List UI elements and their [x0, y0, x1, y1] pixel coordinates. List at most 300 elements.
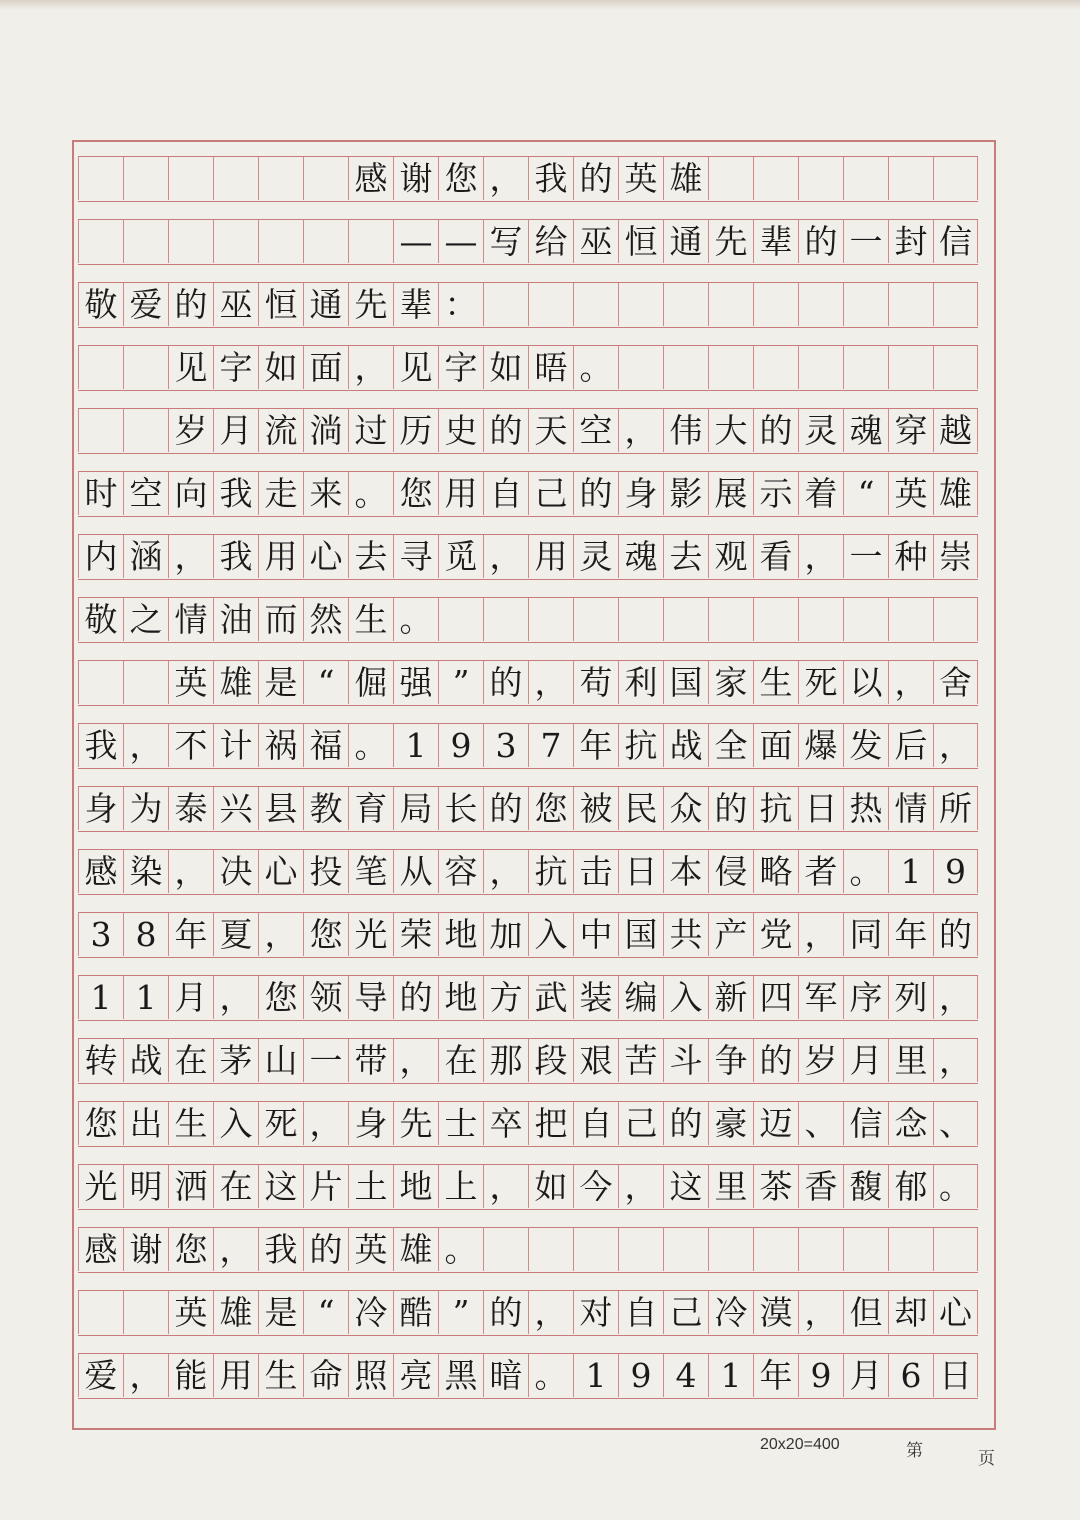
grid-cell [303, 220, 348, 263]
grid-cell: 里 [708, 1165, 753, 1208]
grid-cell: 展 [708, 472, 753, 515]
grid-cell: 冷 [348, 1291, 393, 1334]
grid-cell: 强 [393, 661, 438, 704]
grid-cell: 魂 [618, 535, 663, 578]
grid-cell: ， [168, 850, 213, 893]
grid-cell: ， [348, 346, 393, 389]
grid-cell [753, 283, 798, 326]
grid-cell: 、 [933, 1102, 978, 1145]
grid-cell: 您 [258, 976, 303, 1019]
grid-cell: ， [483, 157, 528, 200]
grid-cell [78, 157, 123, 200]
grid-cell: 育 [348, 787, 393, 830]
grid-cell: 如 [483, 346, 528, 389]
grid-cell: 抗 [618, 724, 663, 767]
grid-cell [123, 220, 168, 263]
grid-cell: 向 [168, 472, 213, 515]
grid-cell [123, 346, 168, 389]
grid-cell: 艰 [573, 1039, 618, 1082]
grid-cell: 入 [528, 913, 573, 956]
grid-cell: 入 [213, 1102, 258, 1145]
grid-cell: 3 [483, 724, 528, 767]
grid-cell: 身 [618, 472, 663, 515]
grid-cell: 同 [843, 913, 888, 956]
grid-cell: 的 [753, 409, 798, 452]
grid-cell: 这 [663, 1165, 708, 1208]
grid-cell: 的 [798, 220, 843, 263]
grid-cell: 爱 [78, 1354, 123, 1397]
grid-cell: 装 [573, 976, 618, 1019]
grid-cell [798, 598, 843, 641]
grid-cell: 信 [843, 1102, 888, 1145]
manuscript-row [78, 345, 978, 391]
grid-cell [528, 1228, 573, 1271]
grid-cell: 死 [798, 661, 843, 704]
grid-cell: 洒 [168, 1165, 213, 1208]
grid-cell: 的 [573, 472, 618, 515]
grid-cell [258, 220, 303, 263]
grid-cell: 岁 [168, 409, 213, 452]
grid-cell: 泰 [168, 787, 213, 830]
grid-cell: 四 [753, 976, 798, 1019]
grid-cell: 1 [123, 976, 168, 1019]
grid-cell: 年 [168, 913, 213, 956]
grid-cell: 容 [438, 850, 483, 893]
grid-cell: — [393, 220, 438, 263]
manuscript-row [78, 660, 978, 706]
grid-cell: 全 [708, 724, 753, 767]
grid-cell: 情 [168, 598, 213, 641]
grid-cell: 油 [213, 598, 258, 641]
grid-cell: 序 [843, 976, 888, 1019]
grid-cell: 我 [213, 472, 258, 515]
grid-cell: “ [843, 472, 888, 515]
grid-cell: 在 [213, 1165, 258, 1208]
grid-cell: 淌 [303, 409, 348, 452]
grid-cell: 年 [888, 913, 933, 956]
grid-cell: 然 [303, 598, 348, 641]
grid-cell: 、 [798, 1102, 843, 1145]
grid-cell [528, 283, 573, 326]
grid-cell: 巫 [573, 220, 618, 263]
grid-cell [618, 1228, 663, 1271]
grid-cell: 过 [348, 409, 393, 452]
grid-cell: 穿 [888, 409, 933, 452]
manuscript-row [78, 471, 978, 517]
grid-cell: 我 [213, 535, 258, 578]
grid-cell [798, 1228, 843, 1271]
grid-cell [303, 157, 348, 200]
grid-cell [933, 1228, 978, 1271]
grid-cell: 9 [618, 1354, 663, 1397]
manuscript-row [78, 156, 978, 202]
grid-cell [798, 346, 843, 389]
grid-cell: 国 [663, 661, 708, 704]
grid-cell: 战 [663, 724, 708, 767]
grid-cell [348, 220, 393, 263]
grid-cell: 茅 [213, 1039, 258, 1082]
grid-cell [708, 346, 753, 389]
grid-cell: ， [528, 1291, 573, 1334]
grid-cell: 加 [483, 913, 528, 956]
grid-cell [708, 157, 753, 200]
grid-cell [78, 346, 123, 389]
grid-cell: ， [303, 1102, 348, 1145]
grid-cell: 的 [303, 1228, 348, 1271]
grid-cell: 但 [843, 1291, 888, 1334]
grid-cell: 这 [258, 1165, 303, 1208]
grid-cell: 如 [528, 1165, 573, 1208]
manuscript-row [78, 1227, 978, 1273]
grid-cell: 英 [168, 661, 213, 704]
grid-cell: 击 [573, 850, 618, 893]
grid-cell: 灵 [573, 535, 618, 578]
manuscript-row [78, 219, 978, 265]
grid-cell: 。 [438, 1228, 483, 1271]
grid-cell: ， [393, 1039, 438, 1082]
page-number-suffix: 页 [978, 1449, 995, 1469]
grid-cell [213, 157, 258, 200]
grid-cell: 心 [303, 535, 348, 578]
grid-cell: 9 [798, 1354, 843, 1397]
grid-cell: 种 [888, 535, 933, 578]
grid-cell: 不 [168, 724, 213, 767]
grid-cell: 用 [213, 1354, 258, 1397]
grid-cell: 面 [303, 346, 348, 389]
grid-cell: 带 [348, 1039, 393, 1082]
grid-cell: 方 [483, 976, 528, 1019]
paper-top-edge [0, 0, 1080, 10]
grid-cell: 涵 [123, 535, 168, 578]
grid-cell: 您 [78, 1102, 123, 1145]
grid-cell: ， [528, 661, 573, 704]
grid-cell: 被 [573, 787, 618, 830]
grid-cell: 。 [573, 346, 618, 389]
grid-cell [258, 157, 303, 200]
grid-cell: 光 [348, 913, 393, 956]
grid-cell: 寻 [393, 535, 438, 578]
grid-cell [798, 157, 843, 200]
grid-cell [843, 598, 888, 641]
grid-cell: 6 [888, 1354, 933, 1397]
grid-cell: 本 [663, 850, 708, 893]
grid-cell: 茶 [753, 1165, 798, 1208]
grid-cell: 。 [933, 1165, 978, 1208]
grid-cell [708, 283, 753, 326]
grid-cell: 舍 [933, 661, 978, 704]
grid-cell: 见 [168, 346, 213, 389]
grid-cell: 苟 [573, 661, 618, 704]
grid-cell [78, 1291, 123, 1334]
grid-cell: 巫 [213, 283, 258, 326]
grid-cell: 祸 [258, 724, 303, 767]
grid-cell: 出 [123, 1102, 168, 1145]
grid-cell: 而 [258, 598, 303, 641]
grid-cell: 雄 [213, 661, 258, 704]
page-number-prefix: 第 [906, 1441, 923, 1461]
grid-cell: ， [618, 409, 663, 452]
grid-cell: 的 [753, 1039, 798, 1082]
grid-cell [753, 157, 798, 200]
grid-cell: 月 [843, 1354, 888, 1397]
grid-cell: 段 [528, 1039, 573, 1082]
grid-cell: 所 [933, 787, 978, 830]
grid-cell: 计 [213, 724, 258, 767]
grid-cell: 用 [528, 535, 573, 578]
grid-cell: ， [798, 913, 843, 956]
grid-cell: 心 [933, 1291, 978, 1334]
grid-cell: 雄 [933, 472, 978, 515]
grid-cell: 一 [843, 220, 888, 263]
grid-cell: 观 [708, 535, 753, 578]
grid-cell: 的 [483, 1291, 528, 1334]
grid-cell: 从 [393, 850, 438, 893]
grid-cell [843, 346, 888, 389]
grid-cell [213, 220, 258, 263]
grid-cell: 如 [258, 346, 303, 389]
grid-cell: 8 [123, 913, 168, 956]
grid-cell: 抗 [528, 850, 573, 893]
grid-cell: 略 [753, 850, 798, 893]
grid-cell: 军 [798, 976, 843, 1019]
grid-cell: 列 [888, 976, 933, 1019]
grid-cell: 通 [303, 283, 348, 326]
grid-cell: 您 [168, 1228, 213, 1271]
grid-cell: 亮 [393, 1354, 438, 1397]
grid-cell: 能 [168, 1354, 213, 1397]
grid-cell: 夏 [213, 913, 258, 956]
grid-cell: 晤 [528, 346, 573, 389]
grid-cell: 字 [438, 346, 483, 389]
grid-cell [573, 598, 618, 641]
grid-cell [663, 283, 708, 326]
grid-cell: 谢 [393, 157, 438, 200]
manuscript-row [78, 975, 978, 1021]
grid-cell: 的 [393, 976, 438, 1019]
grid-cell: 己 [618, 1102, 663, 1145]
grid-cell: 为 [123, 787, 168, 830]
grid-cell: ， [213, 976, 258, 1019]
grid-cell: 1 [573, 1354, 618, 1397]
grid-cell: 冷 [708, 1291, 753, 1334]
grid-cell: 雄 [663, 157, 708, 200]
grid-cell: 局 [393, 787, 438, 830]
grid-cell: 着 [798, 472, 843, 515]
manuscript-row [78, 597, 978, 643]
grid-cell: 英 [618, 157, 663, 200]
grid-cell: 斗 [663, 1039, 708, 1082]
grid-cell [933, 283, 978, 326]
grid-cell: 英 [888, 472, 933, 515]
grid-cell [618, 283, 663, 326]
grid-cell: 伟 [663, 409, 708, 452]
grid-cell: 投 [303, 850, 348, 893]
grid-cell: 对 [573, 1291, 618, 1334]
grid-cell: 爆 [798, 724, 843, 767]
grid-cell: 月 [843, 1039, 888, 1082]
grid-cell [123, 157, 168, 200]
grid-cell: ， [213, 1228, 258, 1271]
grid-cell: 内 [78, 535, 123, 578]
grid-cell: 影 [663, 472, 708, 515]
grid-cell: 雄 [393, 1228, 438, 1271]
grid-cell: 9 [933, 850, 978, 893]
grid-cell: 地 [438, 913, 483, 956]
grid-cell: 的 [933, 913, 978, 956]
grid-cell: 年 [753, 1354, 798, 1397]
grid-cell: 后 [888, 724, 933, 767]
grid-cell: 命 [303, 1354, 348, 1397]
grid-cell: 身 [348, 1102, 393, 1145]
grid-cell: 面 [753, 724, 798, 767]
grid-count-label: 20x20=400 [760, 1436, 840, 1453]
grid-cell [618, 346, 663, 389]
grid-cell: 是 [258, 1291, 303, 1334]
grid-cell: 是 [258, 661, 303, 704]
grid-cell: 热 [843, 787, 888, 830]
grid-cell: 心 [258, 850, 303, 893]
grid-cell: ， [798, 535, 843, 578]
grid-cell: 地 [393, 1165, 438, 1208]
grid-cell: ， [123, 1354, 168, 1397]
grid-cell [78, 220, 123, 263]
grid-cell [933, 157, 978, 200]
grid-cell: 一 [843, 535, 888, 578]
grid-cell: 漠 [753, 1291, 798, 1334]
manuscript-row [78, 786, 978, 832]
grid-cell: 把 [528, 1102, 573, 1145]
grid-cell: 的 [573, 157, 618, 200]
grid-cell: 山 [258, 1039, 303, 1082]
grid-cell: ， [618, 1165, 663, 1208]
grid-cell: 灵 [798, 409, 843, 452]
grid-cell: 空 [573, 409, 618, 452]
grid-cell: 发 [843, 724, 888, 767]
grid-cell: 黑 [438, 1354, 483, 1397]
grid-cell: 在 [438, 1039, 483, 1082]
grid-cell: 苦 [618, 1039, 663, 1082]
grid-cell: 月 [213, 409, 258, 452]
grid-cell: 导 [348, 976, 393, 1019]
grid-cell: 产 [708, 913, 753, 956]
grid-cell: 国 [618, 913, 663, 956]
grid-cell: 日 [933, 1354, 978, 1397]
grid-cell: 先 [393, 1102, 438, 1145]
grid-cell: 。 [348, 472, 393, 515]
grid-cell: 片 [303, 1165, 348, 1208]
grid-cell: 入 [663, 976, 708, 1019]
grid-cell: 酷 [393, 1291, 438, 1334]
grid-cell: 郁 [888, 1165, 933, 1208]
grid-cell: 来 [303, 472, 348, 515]
grid-cell: 一 [303, 1039, 348, 1082]
grid-cell: 的 [483, 787, 528, 830]
manuscript-row [78, 282, 978, 328]
grid-cell: 去 [348, 535, 393, 578]
grid-cell: 写 [483, 220, 528, 263]
grid-cell: 看 [753, 535, 798, 578]
grid-cell: 利 [618, 661, 663, 704]
grid-cell: 的 [663, 1102, 708, 1145]
grid-cell: 党 [753, 913, 798, 956]
grid-cell: 战 [123, 1039, 168, 1082]
grid-cell: 染 [123, 850, 168, 893]
grid-cell: 上 [438, 1165, 483, 1208]
grid-cell [933, 346, 978, 389]
grid-cell: “ [303, 1291, 348, 1334]
manuscript-row [78, 912, 978, 958]
grid-cell: 决 [213, 850, 258, 893]
grid-cell: 先 [708, 220, 753, 263]
grid-cell: 先 [348, 283, 393, 326]
grid-cell: 爱 [123, 283, 168, 326]
grid-cell: 您 [438, 157, 483, 200]
grid-cell: 香 [798, 1165, 843, 1208]
grid-cell: ， [258, 913, 303, 956]
grid-cell [168, 220, 213, 263]
grid-cell: 新 [708, 976, 753, 1019]
grid-cell: 年 [573, 724, 618, 767]
grid-cell: ， [123, 724, 168, 767]
grid-cell [483, 598, 528, 641]
grid-cell [888, 598, 933, 641]
grid-cell: 生 [753, 661, 798, 704]
grid-cell [888, 346, 933, 389]
grid-cell: 地 [438, 976, 483, 1019]
grid-cell: 福 [303, 724, 348, 767]
grid-cell: 封 [888, 220, 933, 263]
grid-cell: 流 [258, 409, 303, 452]
grid-cell: 己 [528, 472, 573, 515]
grid-cell [843, 157, 888, 200]
grid-cell: 转 [78, 1039, 123, 1082]
grid-cell: 那 [483, 1039, 528, 1082]
grid-cell: 生 [348, 598, 393, 641]
grid-cell: 1 [708, 1354, 753, 1397]
grid-cell: 用 [258, 535, 303, 578]
grid-cell [843, 1228, 888, 1271]
manuscript-row [78, 1038, 978, 1084]
grid-cell: 身 [78, 787, 123, 830]
grid-cell: 。 [348, 724, 393, 767]
grid-cell: 豪 [708, 1102, 753, 1145]
grid-cell: 空 [123, 472, 168, 515]
grid-cell: 卒 [483, 1102, 528, 1145]
manuscript-row [78, 408, 978, 454]
grid-cell [528, 598, 573, 641]
grid-cell [888, 1228, 933, 1271]
manuscript-row [78, 1353, 978, 1399]
grid-cell: ， [888, 661, 933, 704]
grid-cell: 照 [348, 1354, 393, 1397]
grid-cell: 众 [663, 787, 708, 830]
grid-cell: 之 [123, 598, 168, 641]
grid-cell: 史 [438, 409, 483, 452]
grid-cell [438, 598, 483, 641]
grid-cell [843, 283, 888, 326]
grid-cell: 长 [438, 787, 483, 830]
grid-cell: ， [933, 976, 978, 1019]
manuscript-row [78, 849, 978, 895]
grid-cell: 兴 [213, 787, 258, 830]
grid-cell: 者 [798, 850, 843, 893]
grid-cell: 给 [528, 220, 573, 263]
grid-cell: 共 [663, 913, 708, 956]
grid-cell: 自 [483, 472, 528, 515]
grid-cell [123, 409, 168, 452]
grid-cell: 侵 [708, 850, 753, 893]
grid-cell: 感 [348, 157, 393, 200]
